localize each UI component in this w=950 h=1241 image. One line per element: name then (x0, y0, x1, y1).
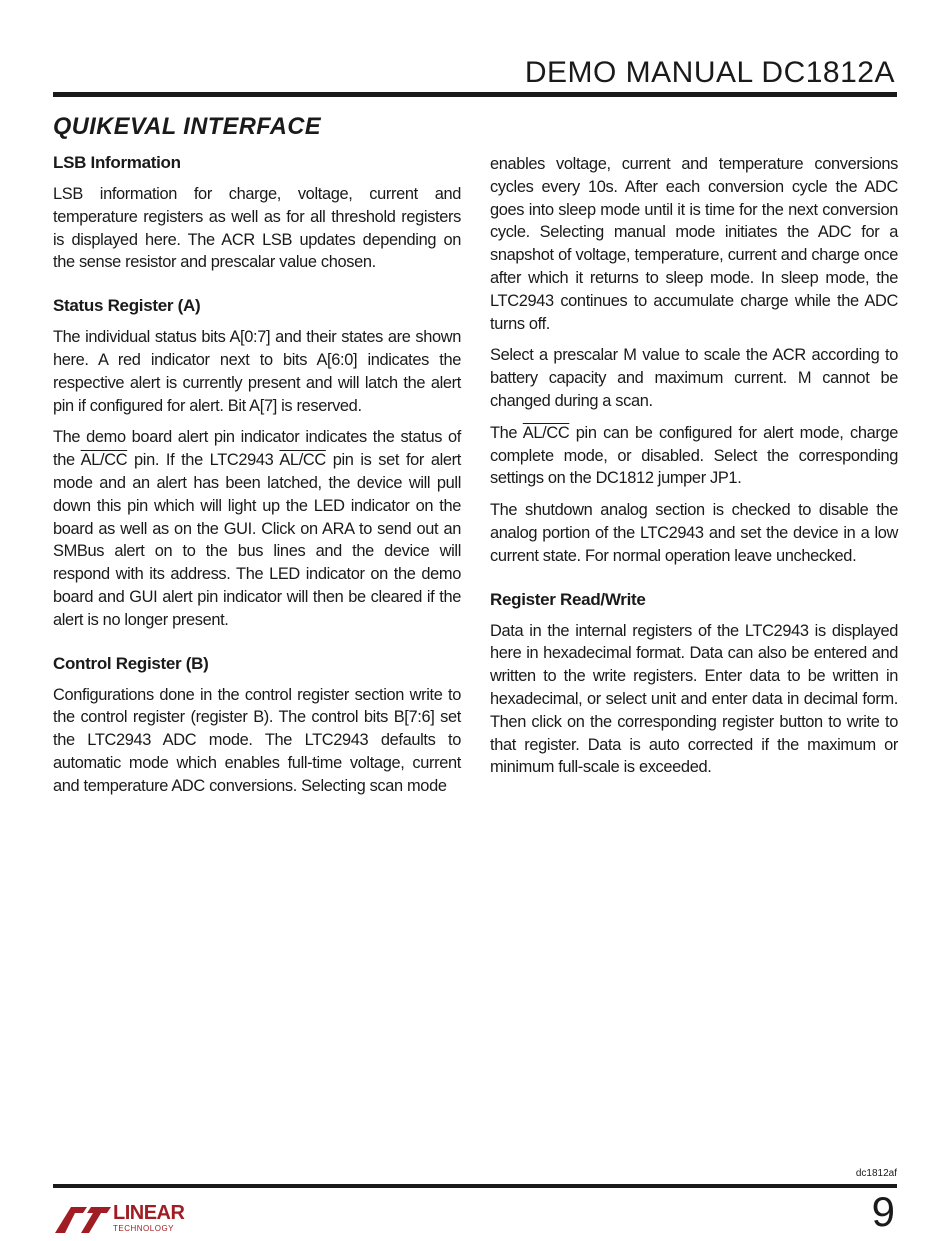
prescalar-paragraph: Select a prescalar M value to scale the ACR according to battery capacity and maximum current. M cannot be changed during a scan. (490, 346, 898, 410)
left-column (53, 153, 461, 807)
status-p2-part-c: pin is set for alert mode and an alert has been latched, the device will pull down this pin which will light up the LED indicator on the board as well as on the GUI. Click on ARA to send out an SMBus alert on to the bus lines and the device will respond with its address. The LED indicator on the demo board and GUI alert pin indicator will then be cleared if the alert is no longer present. (53, 451, 461, 629)
alcc-p-part-a: The (490, 423, 523, 442)
control-paragraph: Configurations done in the control register section write to the control register (register B). The control bits B[7:6] set the LTC2943 ADC mode. The LTC2943 defaults to automatic mode which enables full-time voltage, current and temperature ADC conversions. Selecting scan mode (53, 685, 461, 795)
status-p2-part-b: pin. If the LTC2943 (127, 451, 280, 470)
lsb-paragraph: LSB information for charge, voltage, current and temperature registers as well as for all threshold registers is displayed here. The ACR LSB updates depending on the sense resistor and prescalar value chosen. (53, 185, 461, 272)
status-p2-part-a: The demo board alert pin indicator indicates the status of the (53, 428, 461, 470)
lsb-heading: LSB Information (53, 153, 181, 172)
alcc-pin-label: AL/CC (279, 451, 326, 470)
alcc-paragraph (490, 422, 898, 490)
register-rw-heading: Register Read/Write (490, 589, 646, 609)
register-rw-paragraph: Data in the internal registers of the LTC2943 is displayed here in hexadecimal format. Data can also be entered and written to the write registers. Enter data to be written in hexadecimal, or select unit and enter data in decimal form. Then click on the corresponding register button to write to that register. Data is auto corrected if the maximum or minimum full-scale is exceeded. (490, 621, 898, 777)
logo-subtext: TECHNOLOGY (113, 1224, 175, 1233)
header-rule (53, 92, 897, 97)
logo-wordmark: LINEAR (113, 1202, 185, 1224)
section-title: QUIKEVAL INTERFACE (53, 113, 321, 140)
shutdown-paragraph: The shutdown analog section is checked to disable the analog portion of the LTC2943 and set the device in a low current state. For normal operation leave unchecked. (490, 501, 898, 565)
status-heading: Status Register (A) (53, 296, 201, 316)
alcc-pin-label: AL/CC (80, 451, 128, 470)
scan-mode-paragraph: enables voltage, current and temperature conversions cycles every 10s. After each conversion cycle the ADC goes into sleep mode until it is time for the next conversion cycle. Selecting manual mode initiates the ADC for a snapshot of voltage, temperature, current and charge once after which it returns to sleep mode. In sleep mode, the LTC2943 continues to accumulate charge while the ADC turns off. (490, 155, 898, 333)
page-number: 9 (871, 1188, 895, 1235)
status-paragraph-1: The individual status bits A[0:7] and their states are shown here. A red indicator next to bits A[6:0] indicates the respective alert is currently present and will latch the alert pin if configured for alert. Bit A[7] is reserved. (53, 328, 461, 415)
document-code: dc1812af (855, 1168, 897, 1179)
right-column (490, 153, 898, 788)
alcc-pin-label: AL/CC (522, 423, 570, 442)
alcc-p-part-b: pin can be configured for alert mode, charge complete mode, or disabled. Select the corresponding settings on the DC1812 jumper JP1. (490, 423, 898, 488)
control-heading: Control Register (B) (53, 653, 209, 673)
status-paragraph-2 (53, 426, 461, 631)
document-title: DEMO MANUAL DC1812A (524, 56, 895, 89)
footer-rule (53, 1184, 897, 1188)
